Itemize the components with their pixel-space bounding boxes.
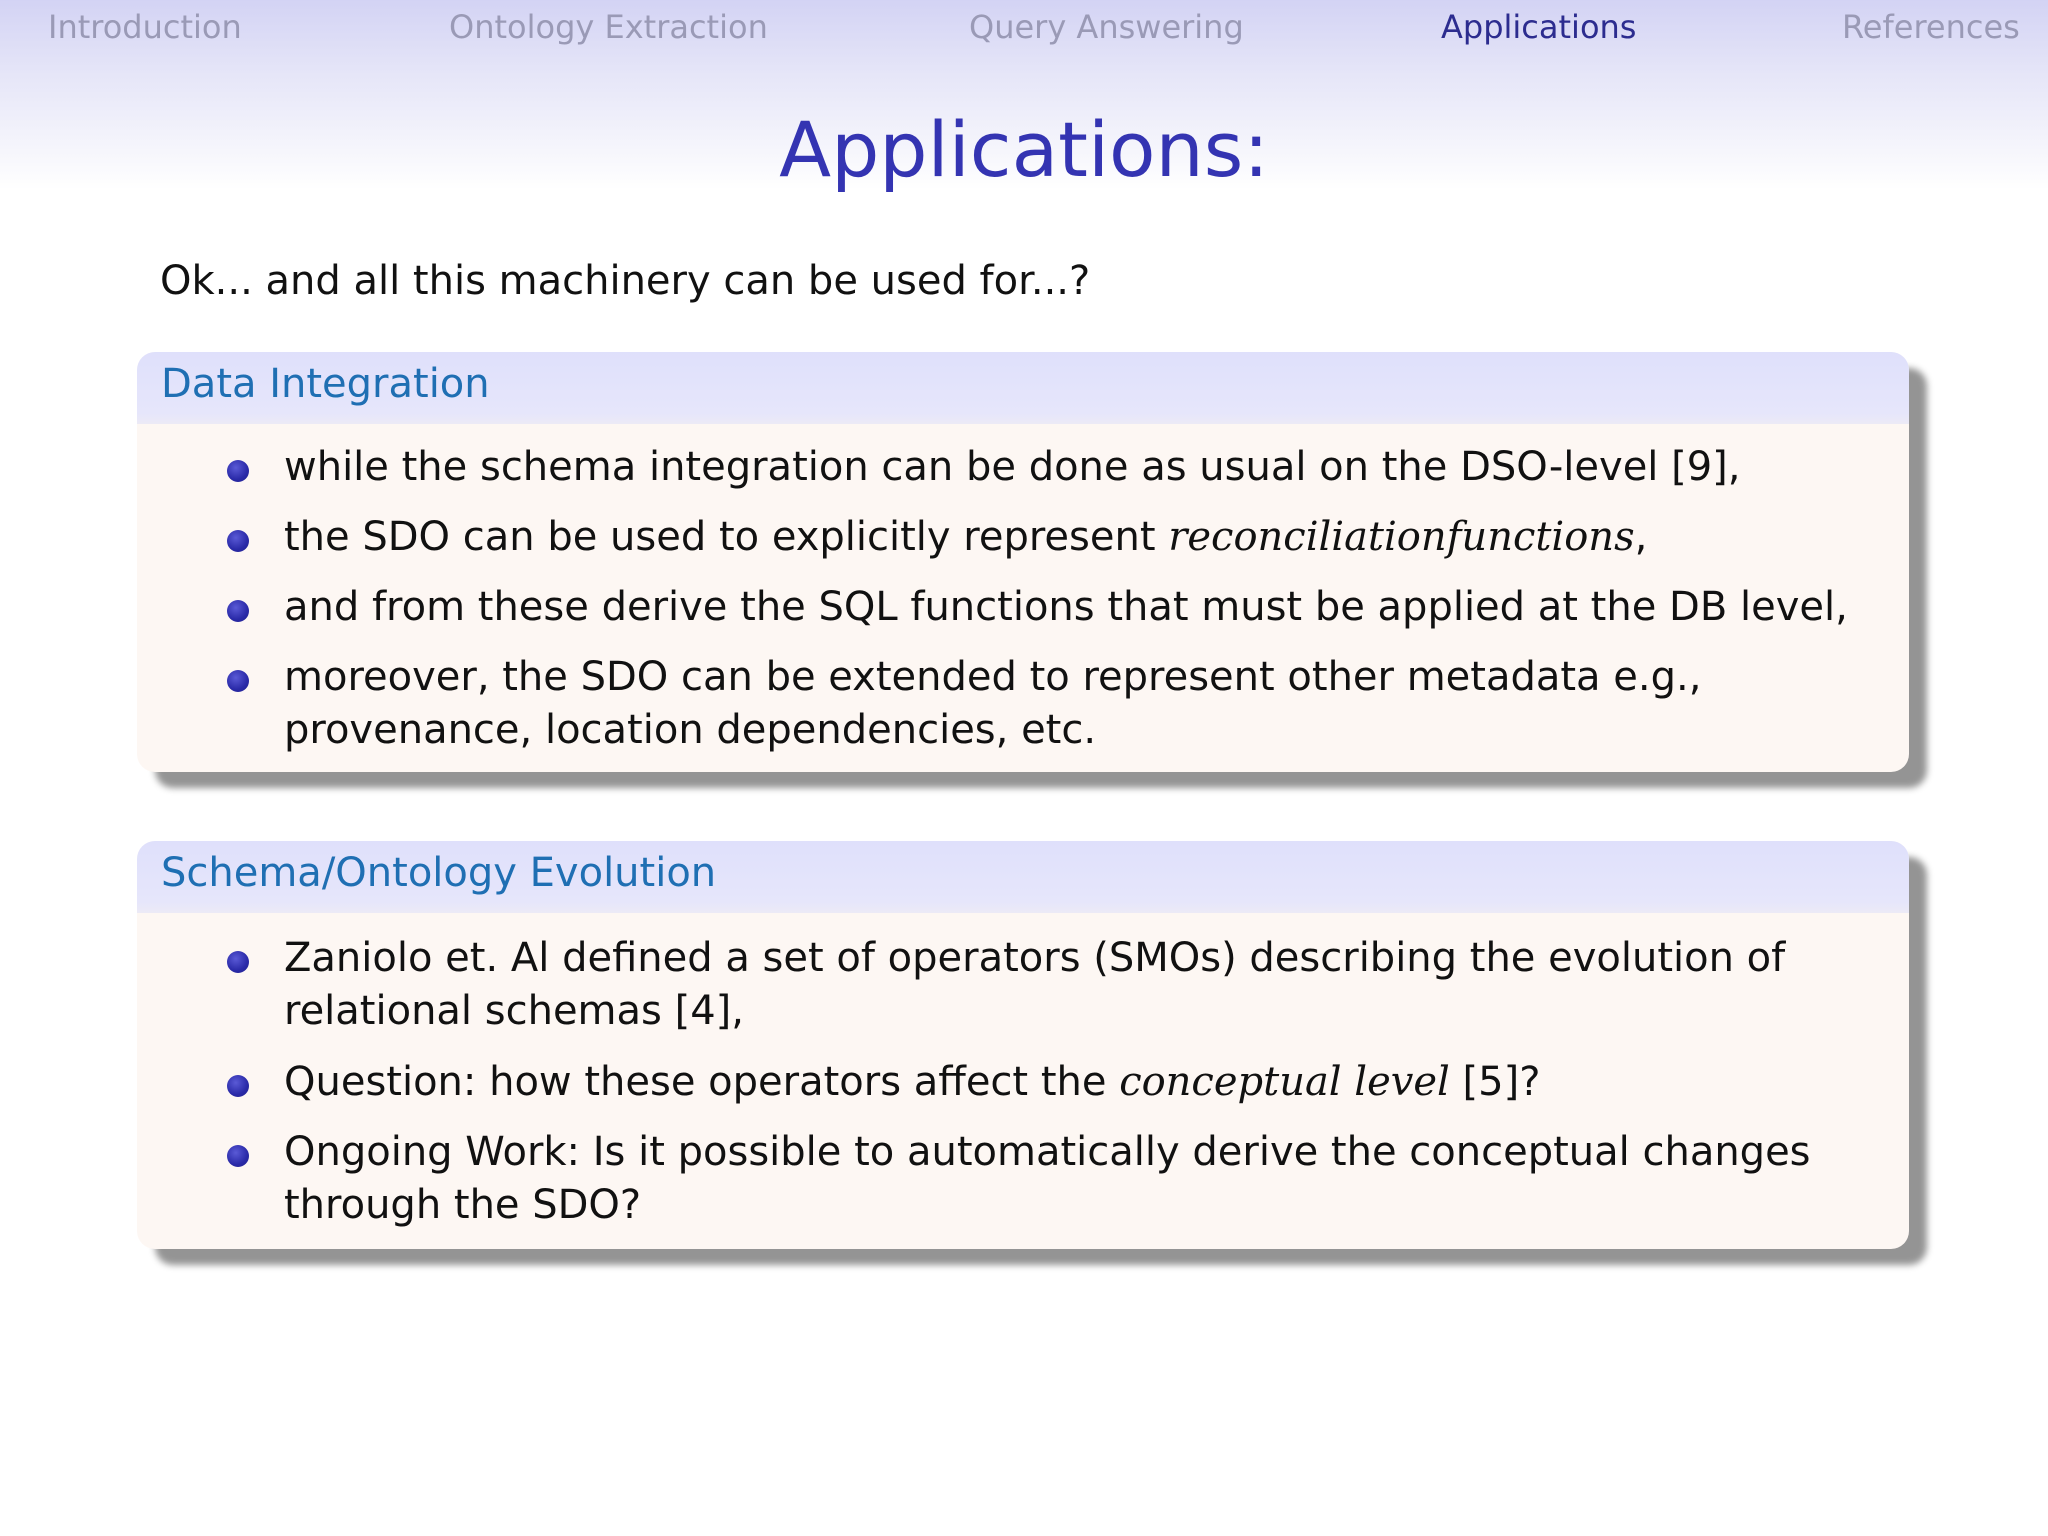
- schema-ontology-evolution-block: [137, 841, 1909, 1249]
- block-title: Schema/Ontology Evolution: [161, 850, 717, 896]
- frame-title: Applications:: [779, 105, 1269, 194]
- text-before: Question: how these operators affect the: [284, 1059, 1120, 1105]
- bullet-icon: [227, 1075, 249, 1097]
- list-item-text: while the schema integration can be done as usual on the DSO-level [9],: [284, 444, 1741, 490]
- text-after: [5]?: [1449, 1059, 1541, 1105]
- nav-item-applications[interactable]: Applications: [1441, 8, 1637, 46]
- list-item-text: [284, 514, 1647, 560]
- math-term: reconciliationfunctions: [1168, 514, 1635, 560]
- bullet-icon: [227, 670, 249, 692]
- bullet-icon: [227, 530, 249, 552]
- nav-item-references[interactable]: References: [1842, 8, 2020, 46]
- block-title-bar: [137, 841, 1909, 913]
- list-item-text-line-2: provenance, location dependencies, etc.: [284, 707, 1097, 753]
- list-item-text-line-1: moreover, the SDO can be extended to represent other metadata e.g.,: [284, 654, 1702, 700]
- list-item-text: and from these derive the SQL functions that must be applied at the DB level,: [284, 584, 1848, 630]
- list-item-text-line-2: through the SDO?: [284, 1182, 642, 1228]
- list-item-text-line-2: relational schemas [4],: [284, 988, 744, 1034]
- intro-text: Ok... and all this machinery can be used for...?: [160, 258, 1091, 304]
- text-after: ,: [1634, 514, 1648, 560]
- nav-item-ontology-extraction[interactable]: Ontology Extraction: [449, 8, 768, 46]
- bullet-icon: [227, 600, 249, 622]
- text-before: the SDO can be used to explicitly represent: [284, 514, 1169, 560]
- block-title: Data Integration: [161, 361, 490, 407]
- math-term: conceptual level: [1119, 1059, 1450, 1105]
- bullet-icon: [227, 1145, 249, 1167]
- block-title-bar: [137, 352, 1909, 424]
- section-navigation: [0, 0, 2048, 60]
- list-item-text-line-1: Ongoing Work: Is it possible to automatically derive the conceptual changes: [284, 1129, 1811, 1175]
- nav-item-introduction[interactable]: Introduction: [48, 8, 242, 46]
- data-integration-block: [137, 352, 1909, 772]
- nav-item-query-answering[interactable]: Query Answering: [969, 8, 1244, 46]
- list-item-text-line-1: Zaniolo et. Al defined a set of operators (SMOs) describing the evolution of: [284, 935, 1786, 981]
- list-item-text: [284, 1059, 1540, 1105]
- bullet-icon: [227, 460, 249, 482]
- bullet-icon: [227, 951, 249, 973]
